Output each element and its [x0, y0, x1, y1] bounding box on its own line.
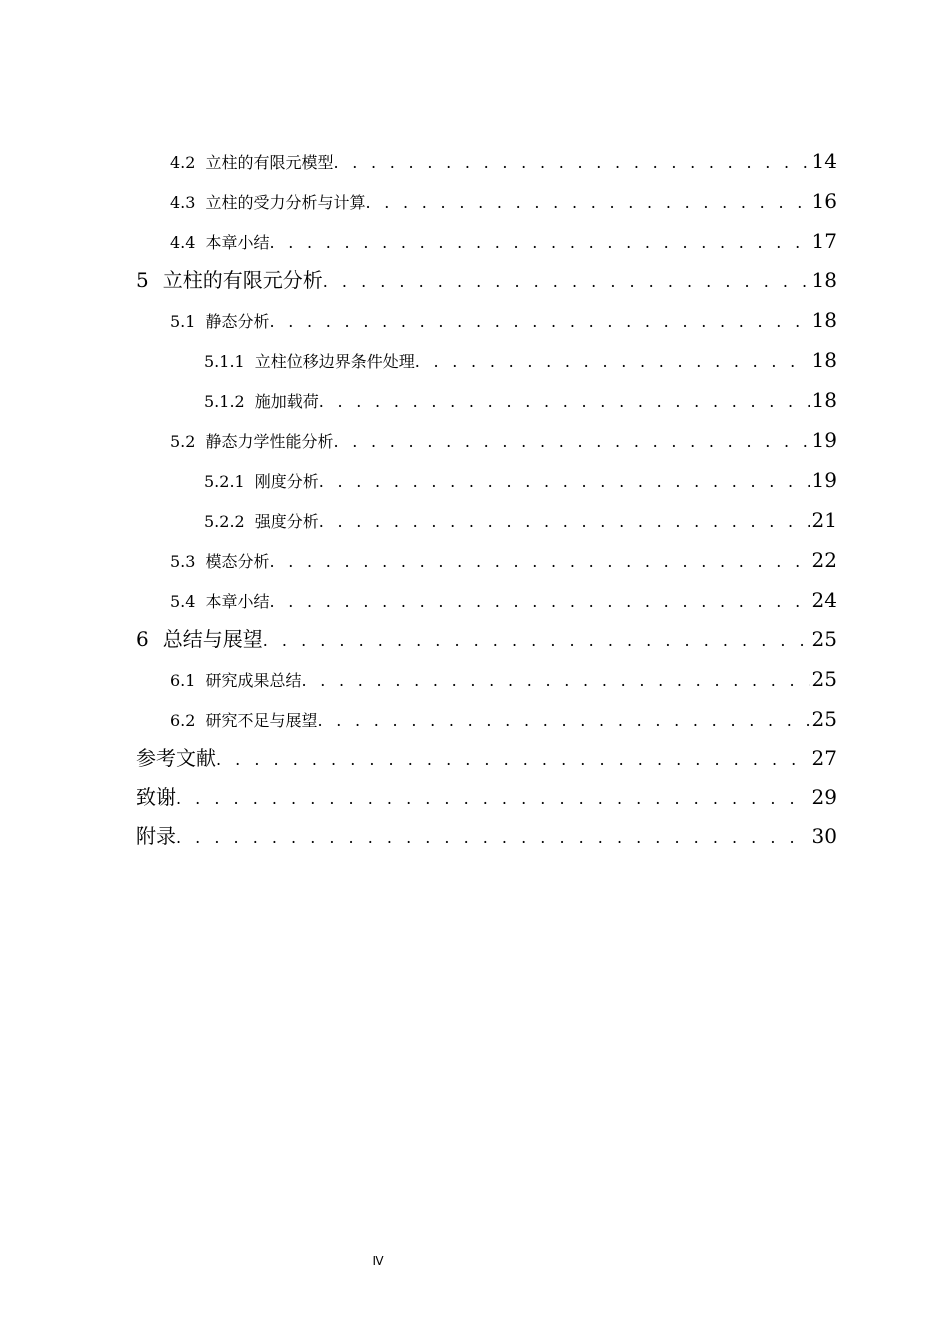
- toc-leader-dots: [176, 791, 810, 807]
- toc-leader-dots: [333, 155, 809, 171]
- toc-entry[interactable]: [136, 689, 837, 729]
- toc-entry-page: 22: [811, 548, 837, 570]
- toc-entry-page: 19: [811, 468, 837, 490]
- toc-entry-page: 25: [811, 667, 837, 689]
- toc-entry-number: 6.1: [170, 671, 196, 689]
- toc-entry-page: 18: [811, 348, 837, 370]
- toc-entry-page: 25: [811, 627, 837, 649]
- toc-backmatter-entry[interactable]: [136, 768, 837, 807]
- toc-entry-title: 致谢: [136, 785, 176, 807]
- toc-entry-page: 29: [811, 785, 837, 807]
- toc-leader-dots: [269, 594, 809, 610]
- toc-entry-number: 5.2: [170, 432, 196, 450]
- toc-leader-dots: [319, 474, 810, 490]
- toc-leader-dots: [176, 830, 810, 846]
- toc-entry[interactable]: [136, 290, 837, 330]
- toc-entry-page: 16: [811, 189, 837, 211]
- toc-entry-number: 5.1: [170, 312, 196, 330]
- toc-entry-page: 24: [811, 588, 837, 610]
- toc-entry-page: 21: [811, 508, 837, 530]
- toc-entry-page: 19: [811, 428, 837, 450]
- toc-leader-dots: [301, 673, 809, 689]
- toc-entry[interactable]: [136, 171, 837, 211]
- toc-entry[interactable]: [136, 570, 837, 610]
- toc-entry[interactable]: [136, 131, 837, 171]
- toc-entry-title: 模态分析: [205, 552, 270, 570]
- toc-leader-dots: [269, 235, 809, 251]
- toc-entry-number: 5.1.2: [204, 392, 245, 410]
- table-of-contents: [136, 131, 837, 846]
- toc-entry-title: 刚度分析: [254, 472, 319, 490]
- toc-entry-page: 18: [811, 268, 837, 290]
- toc-entry-number: 4.4: [170, 233, 196, 251]
- toc-entry[interactable]: [136, 530, 837, 570]
- toc-leader-dots: [269, 554, 809, 570]
- toc-entry-page: 14: [811, 149, 837, 171]
- toc-entry-title: 参考文献: [136, 746, 216, 768]
- toc-entry-number: 5.2.2: [204, 512, 245, 530]
- toc-entry-title: 研究成果总结: [205, 671, 302, 689]
- toc-leader-dots: [323, 274, 810, 290]
- toc-entry-title: 立柱的有限元模型: [205, 153, 334, 171]
- toc-backmatter-entry[interactable]: [136, 807, 837, 846]
- toc-entry-title: 立柱的有限元分析: [162, 268, 323, 290]
- toc-entry[interactable]: [136, 410, 837, 450]
- toc-entry-number: 5.1.1: [204, 352, 245, 370]
- toc-entry-title: 施加载荷: [254, 392, 319, 410]
- toc-entry-page: 30: [811, 824, 837, 846]
- toc-entry[interactable]: [136, 649, 837, 689]
- toc-leader-dots: [216, 752, 810, 768]
- toc-leader-dots: [365, 195, 809, 211]
- toc-entry-title: 本章小结: [205, 233, 270, 251]
- toc-entry-title: 强度分析: [254, 512, 319, 530]
- toc-subentry[interactable]: [136, 330, 837, 370]
- toc-leader-dots: [319, 394, 810, 410]
- toc-entry-number: 5.2.1: [204, 472, 245, 490]
- toc-leader-dots: [317, 713, 809, 729]
- toc-entry-number: 4.3: [170, 193, 196, 211]
- toc-entry-title: 立柱的受力分析与计算: [205, 193, 366, 211]
- toc-entry-title: 本章小结: [205, 592, 270, 610]
- toc-leader-dots: [415, 354, 810, 370]
- toc-leader-dots: [319, 514, 810, 530]
- toc-entry-number: 5: [136, 268, 149, 290]
- toc-entry-page: 18: [811, 388, 837, 410]
- toc-entry-number: 6: [136, 627, 149, 649]
- toc-entry-page: 25: [811, 707, 837, 729]
- toc-subentry[interactable]: [136, 450, 837, 490]
- toc-entry-number: 5.3: [170, 552, 196, 570]
- toc-backmatter-entry[interactable]: [136, 729, 837, 768]
- toc-entry-title: 立柱位移边界条件处理: [254, 352, 415, 370]
- toc-entry-number: 5.4: [170, 592, 196, 610]
- toc-leader-dots: [263, 633, 810, 649]
- toc-entry[interactable]: [136, 211, 837, 251]
- toc-entry-number: 4.2: [170, 153, 196, 171]
- toc-entry-page: 17: [811, 229, 837, 251]
- toc-chapter-entry[interactable]: [136, 251, 837, 290]
- toc-entry-title: 研究不足与展望: [205, 711, 318, 729]
- toc-leader-dots: [333, 434, 809, 450]
- toc-entry-page: 18: [811, 308, 837, 330]
- toc-entry-title: 静态分析: [205, 312, 270, 330]
- toc-entry-title: 静态力学性能分析: [205, 432, 334, 450]
- toc-entry-title: 总结与展望: [162, 627, 263, 649]
- toc-chapter-entry[interactable]: [136, 610, 837, 649]
- toc-entry-title: 附录: [136, 824, 176, 846]
- toc-leader-dots: [269, 314, 809, 330]
- toc-subentry[interactable]: [136, 490, 837, 530]
- toc-entry-number: 6.2: [170, 711, 196, 729]
- toc-subentry[interactable]: [136, 370, 837, 410]
- page-number-footer: Ⅳ: [372, 1254, 384, 1268]
- toc-entry-page: 27: [811, 746, 837, 768]
